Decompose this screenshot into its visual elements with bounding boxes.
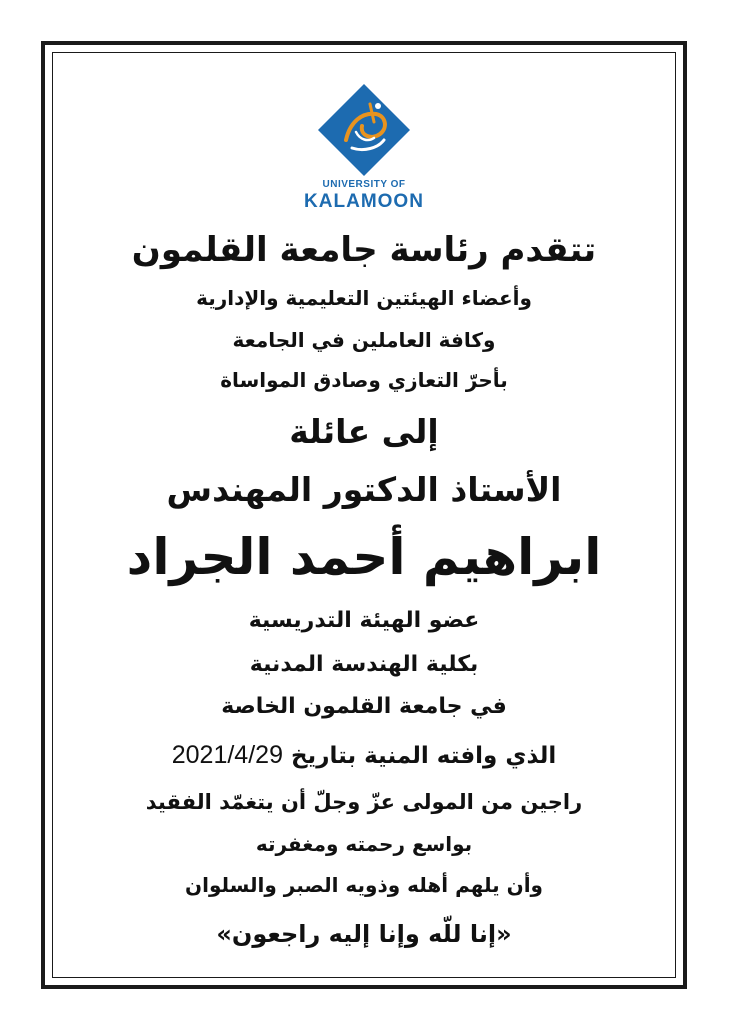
logo-diamond-icon [316, 82, 412, 178]
deceased-faculty: بكلية الهندسة المدنية [249, 652, 479, 677]
death-date-line [60, 741, 668, 770]
deceased-name: ابراهيم أحمد الجراد [126, 528, 602, 586]
prayer-line-1: راجين من المولى عزّ وجلّ أن يتغمّد الفقيد [145, 790, 583, 814]
university-logo [304, 82, 424, 222]
death-date: 2021/4/29 [171, 741, 283, 769]
deceased-rank: الأستاذ الدكتور المهندس [166, 470, 562, 509]
quran-verse: «إنا للّه وإنا إليه راجعون» [216, 920, 512, 948]
notice-to-family: إلى عائلة [289, 412, 439, 451]
logo-text-kalamoon: KALAMOON [304, 191, 424, 212]
notice-title: تتقدم رئاسة جامعة القلمون [131, 230, 597, 270]
notice-line-staff: وأعضاء الهيئتين التعليمية والإدارية [196, 286, 532, 310]
notice-line-workers: وكافة العاملين في الجامعة [232, 328, 496, 352]
death-text: الذي وافته المنية بتاريخ [290, 743, 557, 769]
logo-text-university: UNIVERSITY OF [322, 179, 406, 190]
notice-line-condolences: بأحرّ التعازي وصادق المواساة [220, 368, 508, 392]
condolence-notice [60, 60, 668, 970]
prayer-line-3: وأن يلهم أهله وذويه الصبر والسلوان [185, 873, 543, 897]
deceased-university: في جامعة القلمون الخاصة [221, 694, 507, 719]
deceased-role: عضو الهيئة التدريسية [248, 608, 480, 633]
prayer-line-2: بواسع رحمته ومغفرته [255, 832, 473, 856]
